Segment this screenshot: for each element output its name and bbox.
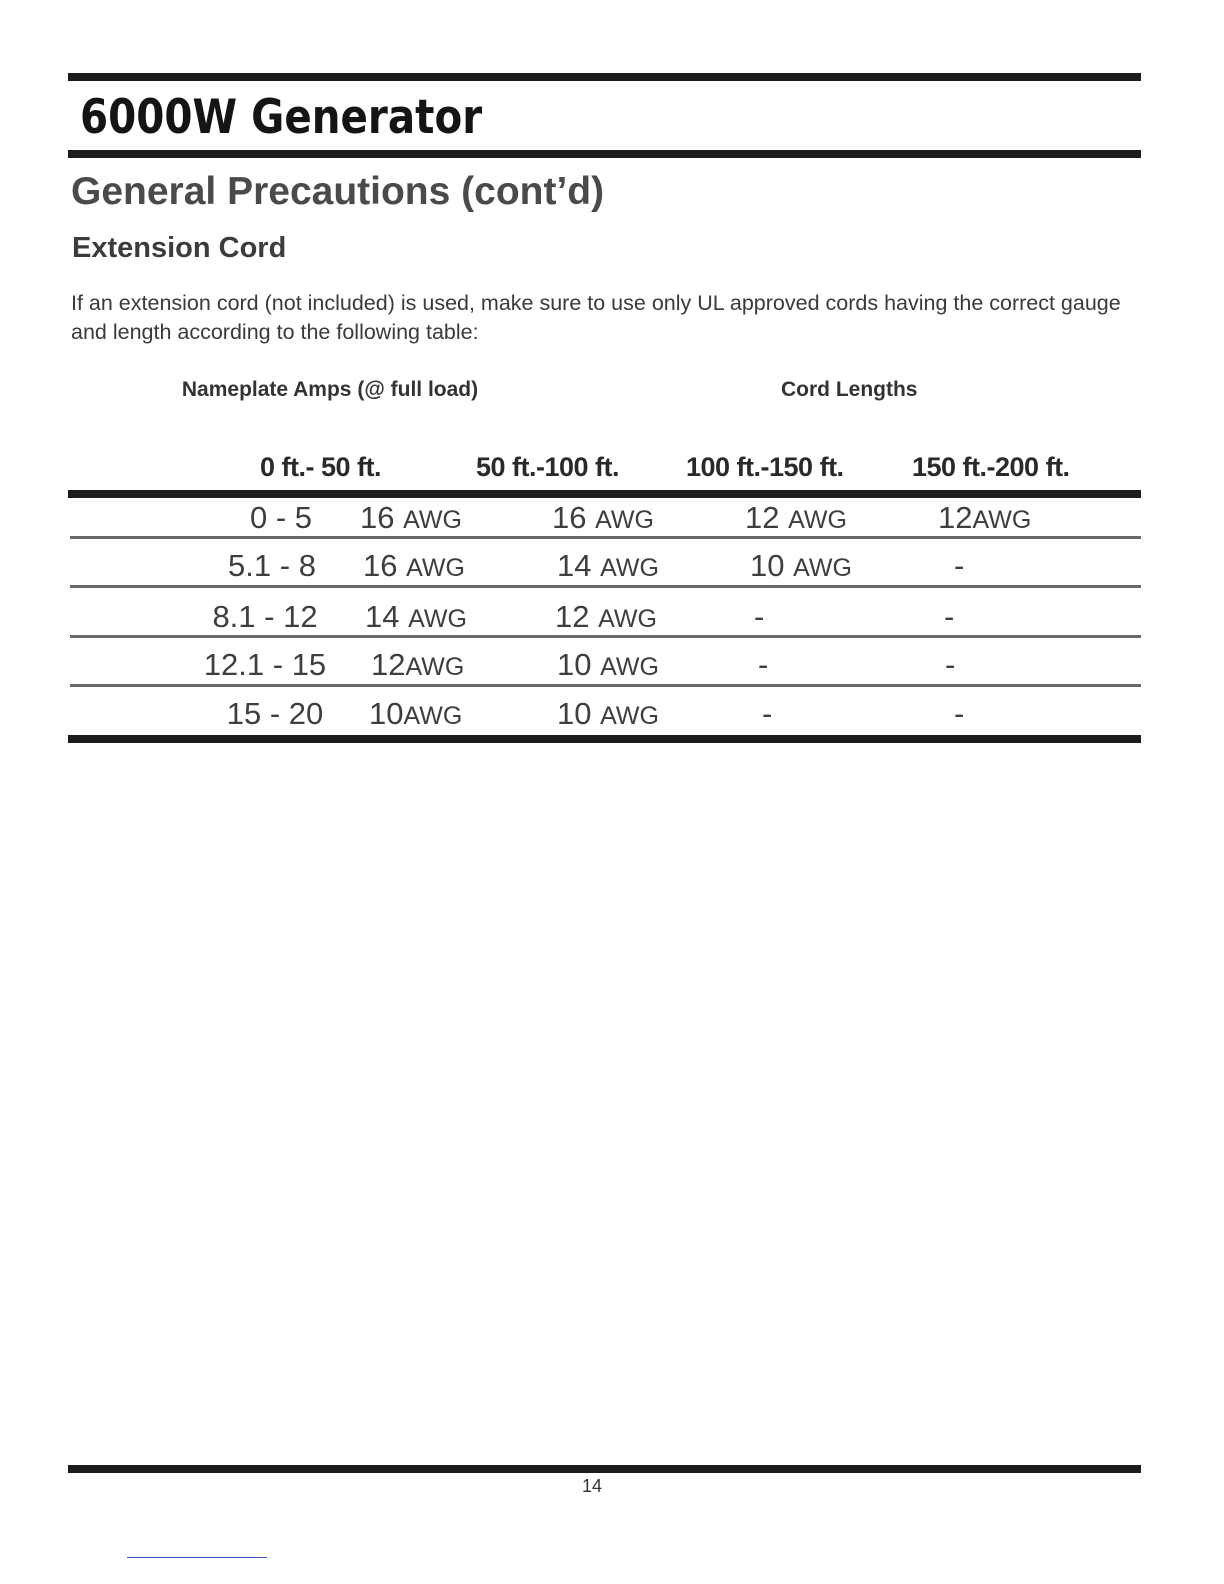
gauge-cell: 10AWG bbox=[369, 696, 463, 731]
subsection-title: Extension Cord bbox=[72, 232, 287, 264]
product-title: 6000W Generator bbox=[80, 90, 483, 145]
row-divider bbox=[70, 684, 1141, 687]
cord-lengths-group-header: Cord Lengths bbox=[781, 378, 918, 401]
gauge-cell: - bbox=[762, 696, 773, 731]
header-bottom-rule bbox=[68, 150, 1141, 158]
gauge-cell: 16 AWG bbox=[360, 500, 462, 535]
row-divider bbox=[70, 536, 1141, 539]
footer-link-underline bbox=[127, 1557, 267, 1558]
gauge-cell: 12 AWG bbox=[555, 599, 657, 634]
column-header-100-150: 100 ft.-150 ft. bbox=[686, 452, 844, 482]
gauge-cell: - bbox=[754, 599, 765, 634]
gauge-cell: - bbox=[954, 548, 965, 583]
footer-rule bbox=[68, 1465, 1141, 1473]
intro-paragraph: If an extension cord (not included) is used, make sure to use only UL approved cords having the correct gauge and length according to the following table: bbox=[71, 291, 1121, 344]
gauge-cell: 12 AWG bbox=[745, 500, 847, 535]
section-title: General Precautions (cont’d) bbox=[71, 170, 605, 213]
amps-cell: 5.1 - 8 bbox=[228, 548, 316, 583]
gauge-cell: - bbox=[954, 696, 965, 731]
table-top-rule bbox=[68, 490, 1141, 498]
amps-cell: 12.1 - 15 bbox=[203, 647, 327, 682]
gauge-cell: 14 AWG bbox=[557, 548, 659, 583]
column-header-0-50: 0 ft.- 50 ft. bbox=[260, 452, 382, 482]
amps-cell: 15 - 20 bbox=[226, 696, 324, 731]
row-divider bbox=[70, 635, 1141, 638]
table-bottom-rule bbox=[68, 735, 1141, 743]
gauge-cell: 12AWG bbox=[371, 647, 465, 682]
gauge-cell: 10 AWG bbox=[557, 647, 659, 682]
row-divider bbox=[70, 585, 1141, 588]
gauge-cell: 16 AWG bbox=[363, 548, 465, 583]
column-header-50-100: 50 ft.-100 ft. bbox=[476, 452, 620, 482]
header-top-rule bbox=[68, 73, 1141, 81]
gauge-cell: 14 AWG bbox=[365, 599, 467, 634]
gauge-cell: - bbox=[758, 647, 769, 682]
column-header-150-200: 150 ft.-200 ft. bbox=[912, 452, 1070, 482]
gauge-cell: 10 AWG bbox=[557, 696, 659, 731]
gauge-cell: 10 AWG bbox=[750, 548, 852, 583]
page-number: 14 bbox=[581, 1476, 603, 1496]
gauge-cell: 12AWG bbox=[938, 500, 1032, 535]
amps-cell: 8.1 - 12 bbox=[212, 599, 318, 634]
amps-cell: 0 - 5 bbox=[249, 500, 313, 535]
amps-group-header: Nameplate Amps (@ full load) bbox=[181, 378, 479, 401]
gauge-cell: - bbox=[944, 599, 955, 634]
gauge-cell: - bbox=[945, 647, 956, 682]
gauge-cell: 16 AWG bbox=[552, 500, 654, 535]
